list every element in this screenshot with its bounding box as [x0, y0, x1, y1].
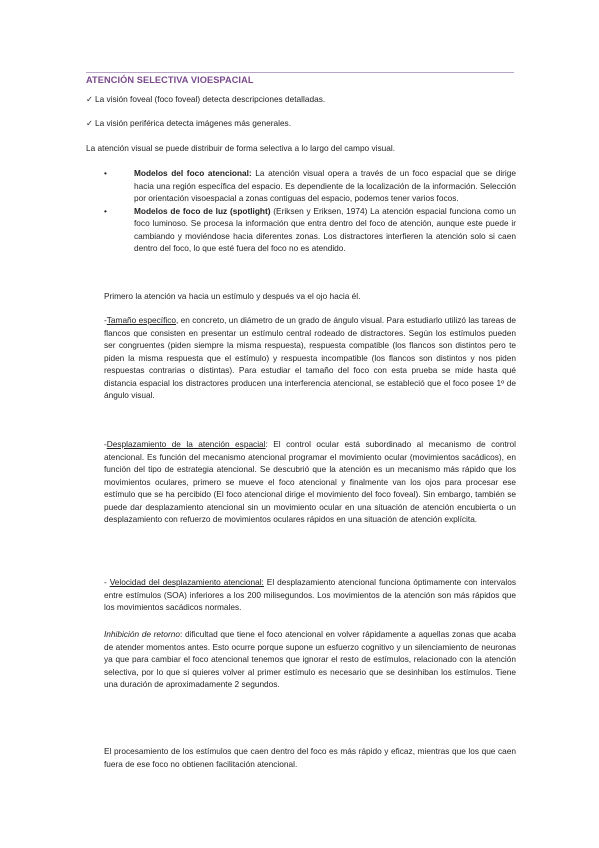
check-line-1 [86, 94, 325, 105]
check-icon: ✓ [86, 118, 93, 128]
check-text-1: La visión foveal (foco foveal) detecta descripciones detalladas. [95, 94, 326, 104]
section-speed [104, 576, 516, 614]
section-inhibition [104, 628, 516, 691]
section-term-speed: Velocidad del desplazamiento atencional: [109, 577, 264, 587]
models-list [104, 167, 516, 255]
section-prefix: - [104, 439, 107, 449]
section-text-displacement: : El control ocular está subordinado al mecanismo de control atencional. Es función del mecanismo atencional programar el movimiento ocular (movimientos sacádicos), en función del tipo de estrategia atencional. Se descubrió que la atención es un mecanismo más rápido que los movimientos oculares, primero se mueve el foco atencional y finalmente van los ojos para procesar ese estímulo que se ha percibido (El foco atencional dirige el movimiento del foco foveal). Sin embargo, también se puede dar desplazamiento atencional sin un movimiento ocular en una situación de atención encubierta o un desplazamiento con refuerzo de movimientos oculares rápidos en una situación de atención explícita. [104, 439, 516, 524]
check-icon: ✓ [86, 94, 93, 104]
section-size [104, 314, 516, 402]
check-text-2: La visión periférica detecta imágenes más generales. [95, 118, 292, 128]
section-text-inhibition: : dificultad que tiene el foco atencional en volver rápidamente a aquellas zonas que acaba de atender momentos antes. Esto ocurre porque supone un esfuerzo cognitivo y un silenciamiento de neuronas ya que para cambiar el foco atencional tenemos que ignorar el resto de estímulos, relacionado con la atención selectiva, por lo que si quieres volver al primer estímulo es necesario que se desinhiban los estímulos. Tiene una duración de aproximadamente 2 segundos. [104, 629, 517, 689]
section-displacement [104, 438, 516, 526]
bullet-text-2: (Eriksen y Eriksen, 1974) La atención espacial funciona como un foco luminoso. Se procesa la información que entra dentro del foco de atención, aunque este puede ir cambiando y moviéndose hacia diferentes zonas. Los distractores interfieren la atención solo si caen dentro del foco, lo que esté fuera del foco no es atendido. [134, 205, 516, 253]
section-prefix: - [104, 315, 107, 325]
first-line: Primero la atención va hacia un estímulo y después va el ojo hacia él. [104, 291, 361, 301]
bullet-term-1: Modelos del foco atencional: [134, 168, 252, 178]
page-title: ATENCIÓN SELECTIVA VIOESPACIAL [86, 75, 254, 85]
section-term-displacement: Desplazamiento de la atención espacial [106, 439, 266, 449]
closing-paragraph: El procesamiento de los estímulos que caen dentro del foco es más rápido y eficaz, mientras que los que caen fuera de ese foco no obtienen facilitación atencional. [104, 746, 516, 769]
section-term-size: Tamaño específico [106, 315, 177, 325]
heading-rule [86, 72, 514, 73]
bullet-term-2: Modelos de foco de luz (spotlight) [134, 205, 271, 216]
intro-paragraph: La atención visual se puede distribuir de forma selectiva a lo largo del campo visual. [86, 143, 395, 153]
list-item [104, 205, 516, 255]
bullet-icon: • [104, 168, 107, 178]
section-term-inhibition: Inhibición de retorno [104, 629, 180, 639]
list-item [104, 167, 516, 205]
bullet-text-1: La atención visual opera a través de un foco espacial que se dirige hacia una región específica del espacio. Es dependiente de la localización de la información. Selección por orientación visoespacial a zonas contiguas del espacio, podemos tener varios focos. [134, 168, 516, 203]
bullet-icon: • [104, 205, 107, 216]
section-text-speed: El desplazamiento atencional funciona óptimamente con intervalos entre estímulos (SOA) inferiores a los 200 milisegundos. Los movimientos de la atención son más rápidos que los movimientos sacádicos normales. [104, 577, 517, 612]
section-prefix: - [104, 577, 110, 587]
section-text-size: , en concreto, un diámetro de un grado de ángulo visual. Para estudiarlo utilizó las tareas de flancos que consisten en presentar un estímulo central rodeado de distractores. Según los estímulos pueden ser congruentes (piden siempre la misma respuesta), respuesta compatible (los flancos son distintos pero te piden la misma respuesta que el estímulo) y respuesta incompatible (los flancos son distintos y nos piden respuestas contrarias o distintas). Para estudiar el tamaño del foco con esta prueba se mide hasta qué distancia espacial los distractores producen una interferencia atencional, se estableció que el foco posee 1º de ángulo visual. [104, 315, 516, 400]
check-line-2 [86, 118, 291, 129]
